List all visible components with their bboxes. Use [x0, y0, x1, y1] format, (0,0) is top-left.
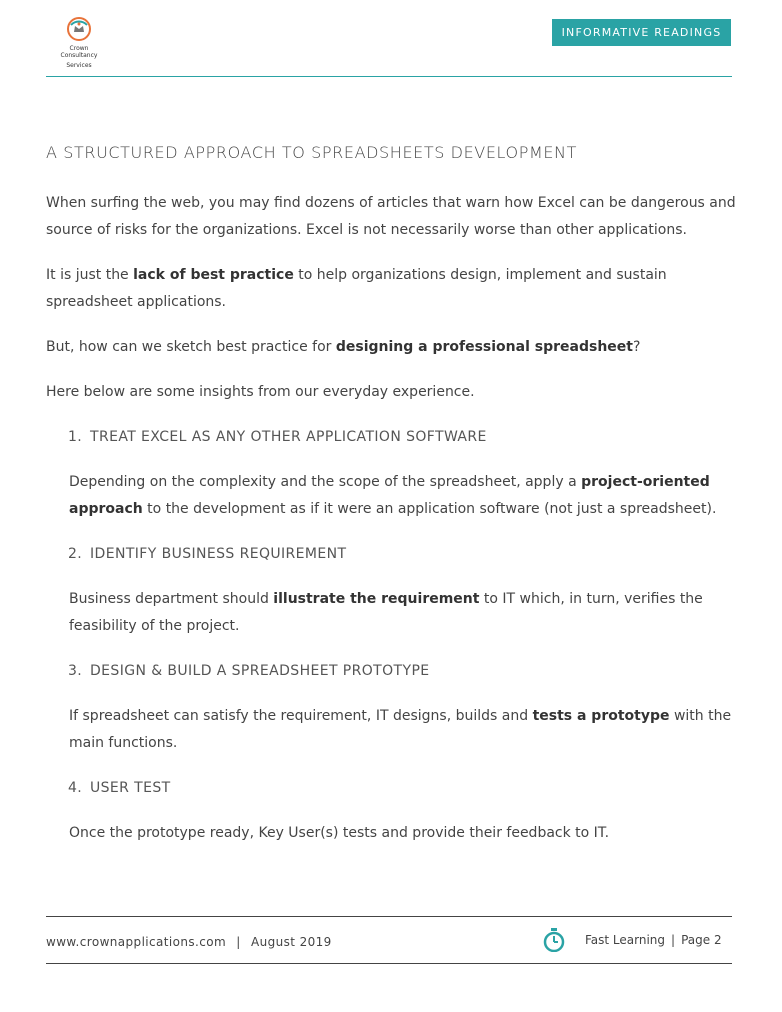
section-heading: 2. IDENTIFY BUSINESS REQUIREMENT: [68, 546, 347, 562]
section-body: If spreadsheet can satisfy the requirement, IT designs, builds and tests a prototype with the main functions.: [69, 708, 732, 751]
section-heading: 4. USER TEST: [68, 780, 171, 796]
stopwatch-icon: [543, 928, 565, 952]
footer-separator: |: [236, 935, 241, 949]
crown-logo-icon: [66, 16, 92, 42]
informative-readings-badge: INFORMATIVE READINGS: [552, 19, 731, 46]
section-heading: 3. DESIGN & BUILD A SPREADSHEET PROTOTYPE: [68, 663, 430, 679]
header-divider: [46, 76, 732, 77]
section-body: Business department should illustrate the requirement to IT which, in turn, verifies the feasibility of the project.: [69, 591, 703, 634]
footer-left: [46, 935, 332, 949]
footer-label: Fast Learning: [585, 933, 666, 947]
page-title: A STRUCTURED APPROACH TO SPREADSHEETS DEVELOPMENT: [46, 143, 578, 162]
logo-text-line1: Crown Consultancy: [60, 45, 98, 59]
footer-website: www.crownapplications.com: [46, 935, 227, 949]
article-body: [46, 190, 736, 865]
logo-text-line2: Services: [66, 62, 92, 69]
section-heading: 1. TREAT EXCEL AS ANY OTHER APPLICATION SOFTWARE: [68, 429, 487, 445]
intro-paragraph-1: When surfing the web, you may find dozens of articles that warn how Excel can be dangerous and source of risks for the organizations. Excel is not necessarily worse than other applications.: [46, 195, 736, 238]
company-logo: [52, 16, 106, 69]
footer-date: August 2019: [250, 935, 332, 949]
page-number: Page 2: [681, 933, 722, 947]
intro-paragraph-3: But, how can we sketch best practice for designing a professional spreadsheet?: [46, 339, 641, 355]
footer-divider-top: [46, 916, 732, 917]
intro-paragraph-4: Here below are some insights from our everyday experience.: [46, 384, 475, 400]
section-body: Depending on the complexity and the scope of the spreadsheet, apply a project-oriented approach to the development as if it were an application software (not just a spreadsheet).: [69, 474, 717, 517]
section-body: Once the prototype ready, Key User(s) tests and provide their feedback to IT.: [69, 825, 610, 841]
footer-separator: |: [671, 933, 676, 947]
footer-right: [543, 928, 722, 952]
intro-paragraph-2: It is just the lack of best practice to help organizations design, implement and sustain spreadsheet applications.: [46, 267, 667, 310]
footer-divider-bottom: [46, 963, 732, 964]
